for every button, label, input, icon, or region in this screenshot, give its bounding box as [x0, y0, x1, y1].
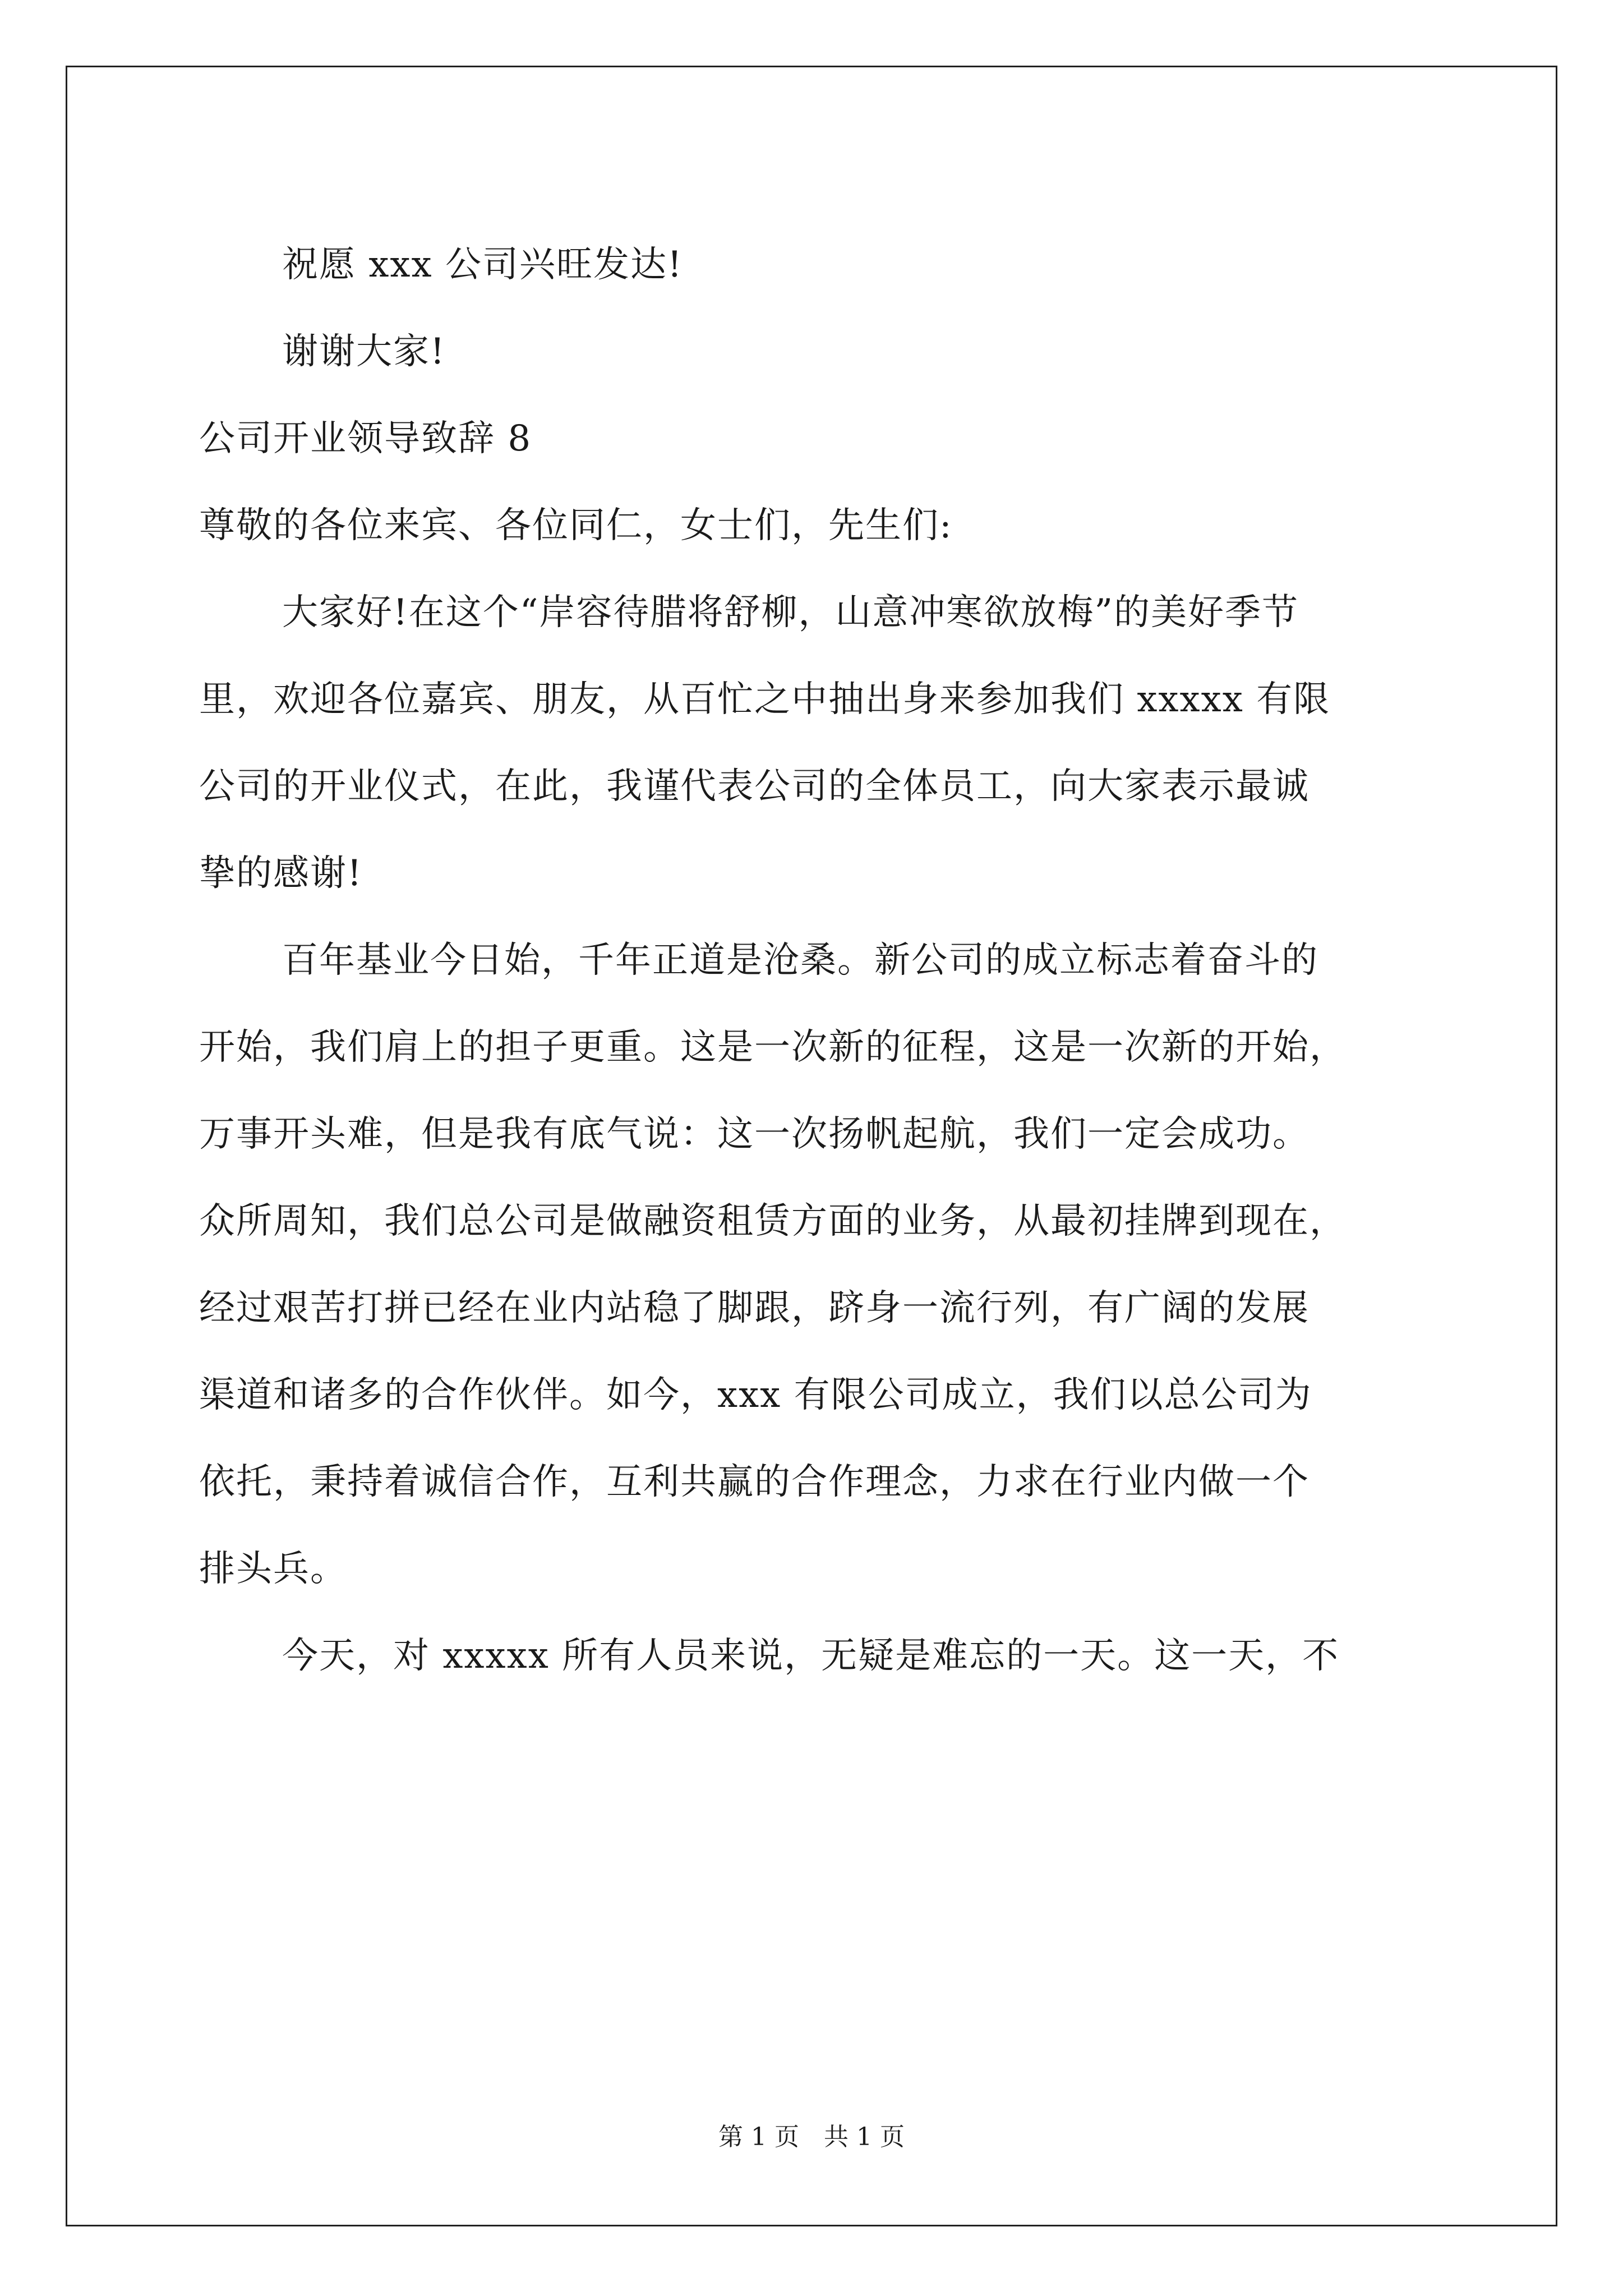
body-line: 渠道和诸多的合作伙伴。如今，xxx 有限公司成立，我们以总公司为 — [199, 1374, 1312, 1416]
body-line: 经过艰苦打拼已经在业内站稳了脚跟，跻身一流行列，有广阔的发展 — [199, 1287, 1310, 1329]
section-heading: 公司开业领导致辞 8 — [199, 418, 532, 459]
body-line: 百年基业今日始，千年正道是沧桑。新公司的成立标志着奋斗的 — [282, 940, 1318, 981]
body-line: 公司的开业仪式，在此，我谨代表公司的全体员工，向大家表示最诚 — [199, 766, 1310, 807]
body-line: 依托，秉持着诚信合作，互利共赢的合作理念，力求在行业内做一个 — [199, 1461, 1310, 1503]
body-line: 里，欢迎各位嘉宾、朋友，从百忙之中抽出身来参加我们 xxxxx 有限 — [199, 679, 1331, 720]
body-line: 开始，我们肩上的担子更重。这是一次新的征程，这是一次新的开始， — [199, 1027, 1347, 1068]
body-line: 万事开头难，但是我有底气说：这一次扬帆起航，我们一定会成功。 — [199, 1114, 1310, 1155]
body-line: 大家好!在这个“岸容待腊将舒柳，山意冲寒欲放梅”的美好季节 — [282, 592, 1299, 633]
body-line-thanks: 谢谢大家! — [282, 331, 446, 372]
body-line-closing-wish: 祝愿 xxx 公司兴旺发达! — [282, 244, 683, 286]
body-line: 今天，对 xxxxx 所有人员来说，无疑是难忘的一天。这一天，不 — [282, 1635, 1340, 1677]
document-body — [199, 222, 1455, 1700]
body-line: 排头兵。 — [199, 1548, 347, 1590]
page-number-footer: 第 1 页 共 1 页 — [718, 2123, 905, 2151]
salutation: 尊敬的各位来宾、各位同仁，女士们，先生们: — [199, 505, 953, 546]
body-line: 挚的感谢! — [199, 853, 363, 894]
body-line: 众所周知，我们总公司是做融资租赁方面的业务，从最初挂牌到现在， — [199, 1200, 1347, 1242]
